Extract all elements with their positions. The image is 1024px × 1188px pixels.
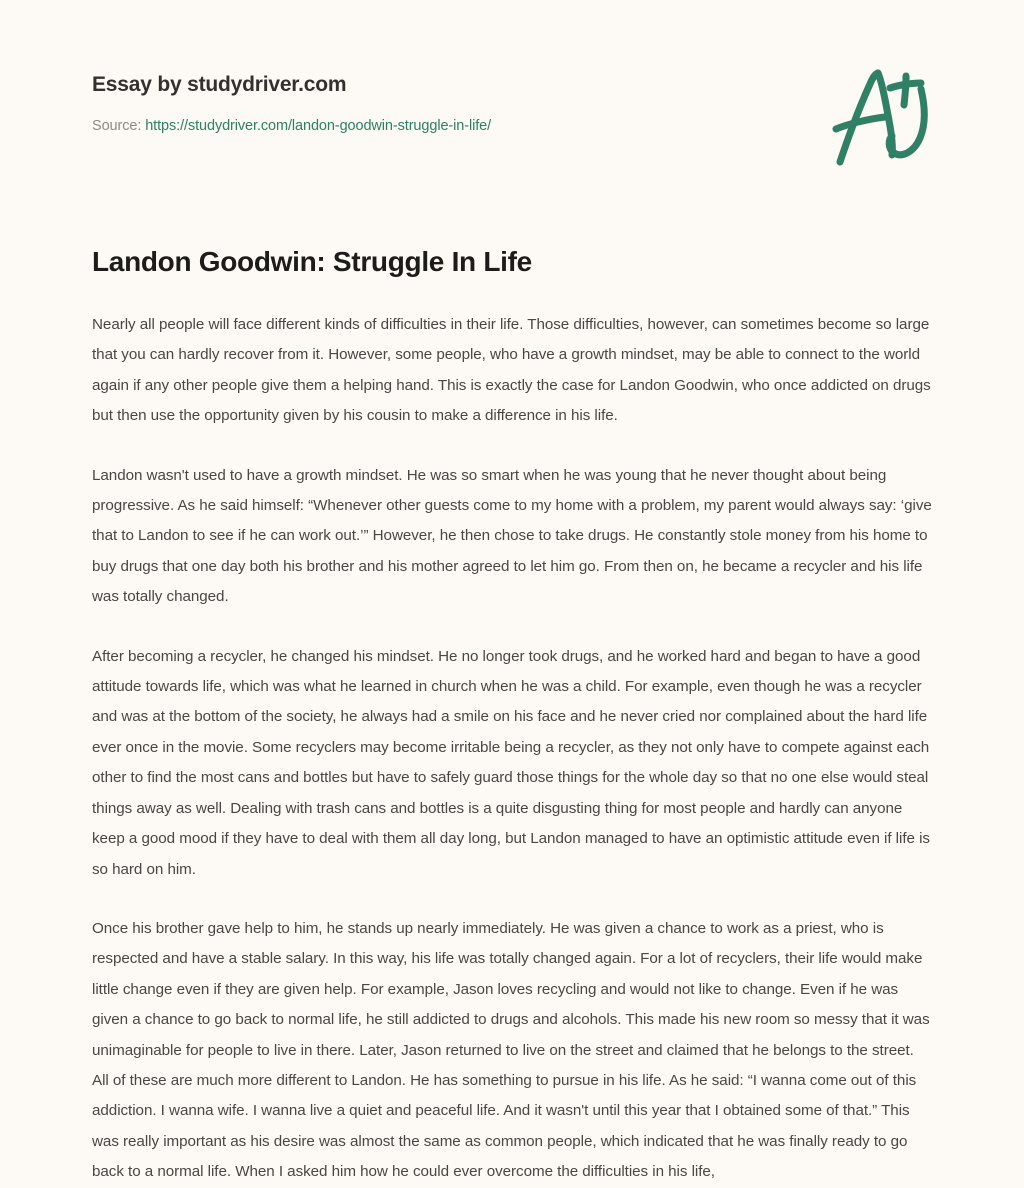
- source-label: Source:: [92, 118, 142, 134]
- page-title: Landon Goodwin: Struggle In Life: [92, 246, 532, 277]
- paragraph: After becoming a recycler, he changed his mindset. He no longer took drugs, and he worked hard and began to have a good attitude towards life, which was what he learned in church when he was a child. For example, even though he was a recycler and was at the bottom of the society, he always had a smile on his face and he never cried nor complained about the hard life ever once in the movie. Some recyclers may become irritable being a recycler, as they not only have to compete against each other to find the most cans and bottles but have to safely guard those things for the whole day so that no one else would steal things away as well. Dealing with trash cans and bottles is a quite disgusting thing for most people and hardly can anyone keep a good mood if they have to deal with them all day long, but Landon managed to have an optimistic attitude even if life is so hard on him.: [92, 647, 930, 878]
- document-header: [0, 0, 1024, 190]
- a-plus-logo-icon: [822, 58, 932, 170]
- paragraph: Landon wasn't used to have a growth mindset. He was so smart when he was young that he never thought about being progressive. As he said himself: “Whenever other guests come to my home with a problem, my parent would always say: ‘give that to Landon to see if he can work out.’” However, he then chose to take drugs. He constantly stole money from his home to buy drugs that one day both his brother and his mother agreed to let him go. From then on, he became a recycler and his life was totally changed.: [92, 466, 932, 606]
- paragraph: Nearly all people will face different kinds of difficulties in their life. Those difficulties, however, can sometimes become so large that you can hardly recover from it. However, some people, who have a growth mindset, may be able to connect to the world again if any other people give them a helping hand. This is exactly the case for Landon Goodwin, who once addicted on drugs but then use the opportunity given by his cousin to make a difference in his life.: [92, 316, 931, 425]
- brand-byline: Essay by studydriver.com: [92, 73, 347, 96]
- paragraph: Once his brother gave help to him, he stands up nearly immediately. He was given a chance to work as a priest, who is respected and have a stable salary. In this way, his life was totally changed again. For a lot of recyclers, their life would make little change even if they are given help. For example, Jason loves recycling and would not like to change. Even if he was given a chance to go back to normal life, he still addicted to drugs and alcohols. This made his new room so messy that it was unimaginable for people to live in there. Later, Jason returned to live on the street and claimed that he belongs to the street. All of these are much more different to Landon. He has something to pursue in his life. As he said: “I wanna come out of this addiction. I wanna wife. I wanna live a quiet and peaceful life. And it wasn't until this year that I obtained some of that.” This was really important as his desire was almost the same as common people, which indicated that he was finally ready to go back to a normal life. When I asked him how he could ever overcome the difficulties in his life,: [92, 919, 930, 1181]
- article-body: [92, 310, 932, 1188]
- article-container: [92, 244, 932, 1188]
- source-url-link[interactable]: https://studydriver.com/landon-goodwin-struggle-in-life/: [145, 118, 492, 134]
- source-line: [92, 116, 944, 136]
